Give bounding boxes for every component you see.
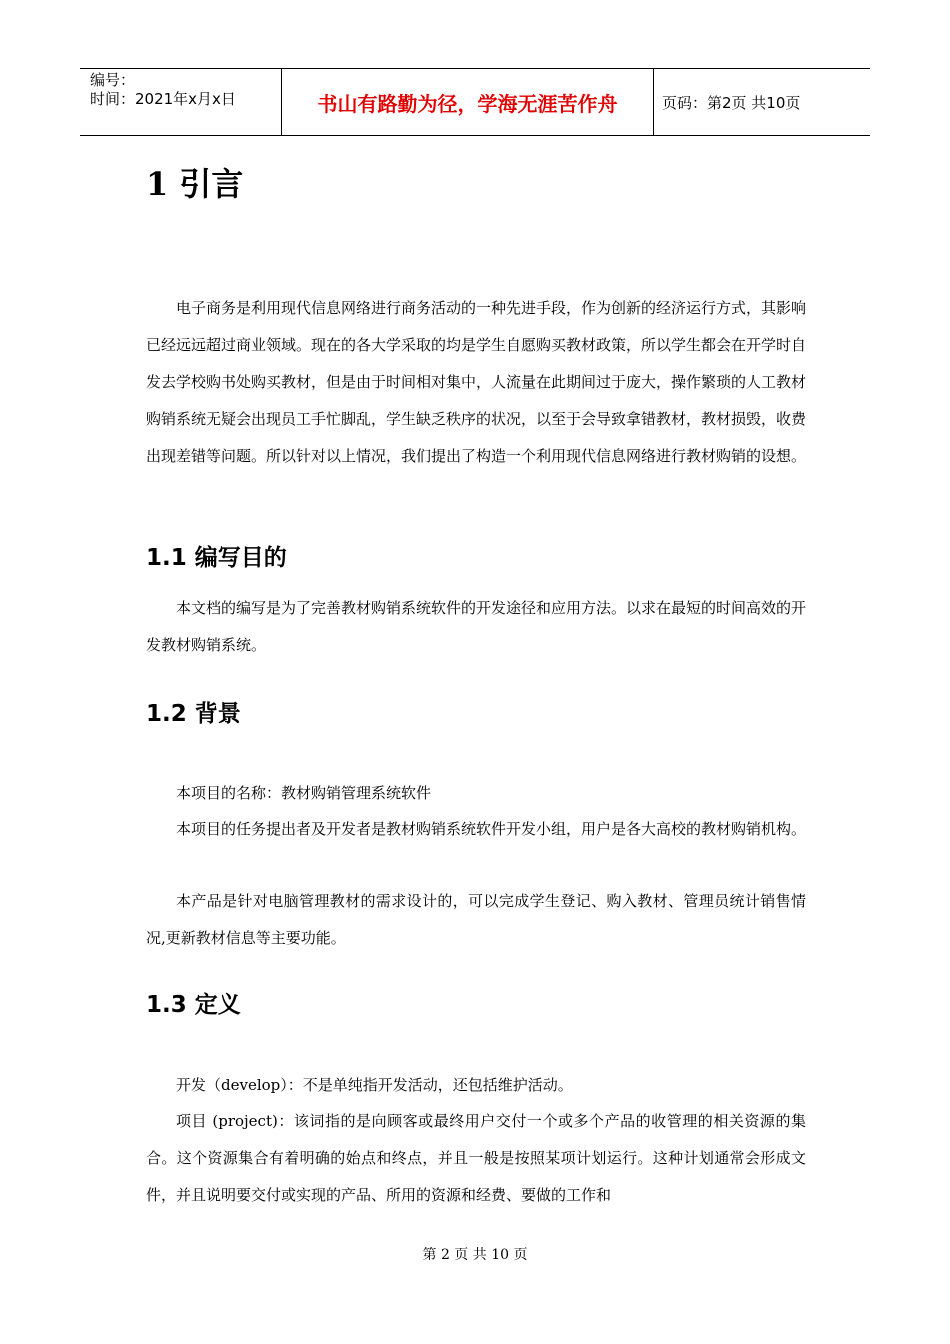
doc-date-label: 时间：2021年x月x日 [90, 90, 236, 108]
definition-project: 项目 (project)：该词指的是向顾客或最终用户交付一个或多个产品的收管理的相关资源的集合。这个资源集合有着明确的始点和终点，并且一般是按照某项计划运行。这种计划通常会形成文件，并且说明要交付或实现的产品、所用的资源和经费、要做的工作和 [146, 1112, 806, 1204]
doc-number-label: 编号： [90, 71, 136, 89]
background-paragraph-name: 本项目的名称：教材购销管理系统软件 [176, 784, 432, 802]
page-header [80, 68, 870, 136]
chapter-title: 1 引言 [146, 165, 244, 203]
header-page-info: 页码：第2页 共10页 [662, 93, 801, 112]
intro-paragraph: 电子商务是利用现代信息网络进行商务活动的一种先进手段，作为创新的经济运行方式，其影响已经远远超过商业领域。现在的各大学采取的均是学生自愿购买教材政策，所以学生都会在开学时自发去学校购书处购买教材，但是由于时间相对集中，人流量在此期间过于庞大，操作繁琐的人工教材购销系统无疑会出现员工手忙脚乱，学生缺乏秩序的状况，以至于会导致拿错教材，教材损毁，收费出现差错等问题。所以针对以上情况，我们提出了构造一个利用现代信息网络进行教材购销的设想。 [146, 299, 807, 465]
header-meta-cell [80, 69, 282, 135]
section-title-definitions: 1.3 定义 [146, 992, 241, 1018]
background-paragraph-product: 本产品是针对电脑管理教材的需求设计的，可以完成学生登记、购入教材、管理员统计销售情况,更新教材信息等主要功能。 [146, 892, 806, 947]
background-paragraph-developer: 本项目的任务提出者及开发者是教材购销系统软件开发小组，用户是各大高校的教材购销机构。 [176, 820, 807, 838]
section-title-purpose: 1.1 编写目的 [146, 545, 287, 571]
section-title-background: 1.2 背景 [146, 701, 241, 727]
definition-develop: 开发（develop）：不是单纯指开发活动，还包括维护活动。 [176, 1076, 573, 1094]
page-footer: 第 2 页 共 10 页 [422, 1247, 528, 1263]
header-motto: 书山有路勤为径，学海无涯苦作舟 [282, 69, 654, 135]
purpose-paragraph: 本文档的编写是为了完善教材购销系统软件的开发途径和应用方法。以求在最短的时间高效的开发教材购销系统。 [146, 599, 807, 654]
